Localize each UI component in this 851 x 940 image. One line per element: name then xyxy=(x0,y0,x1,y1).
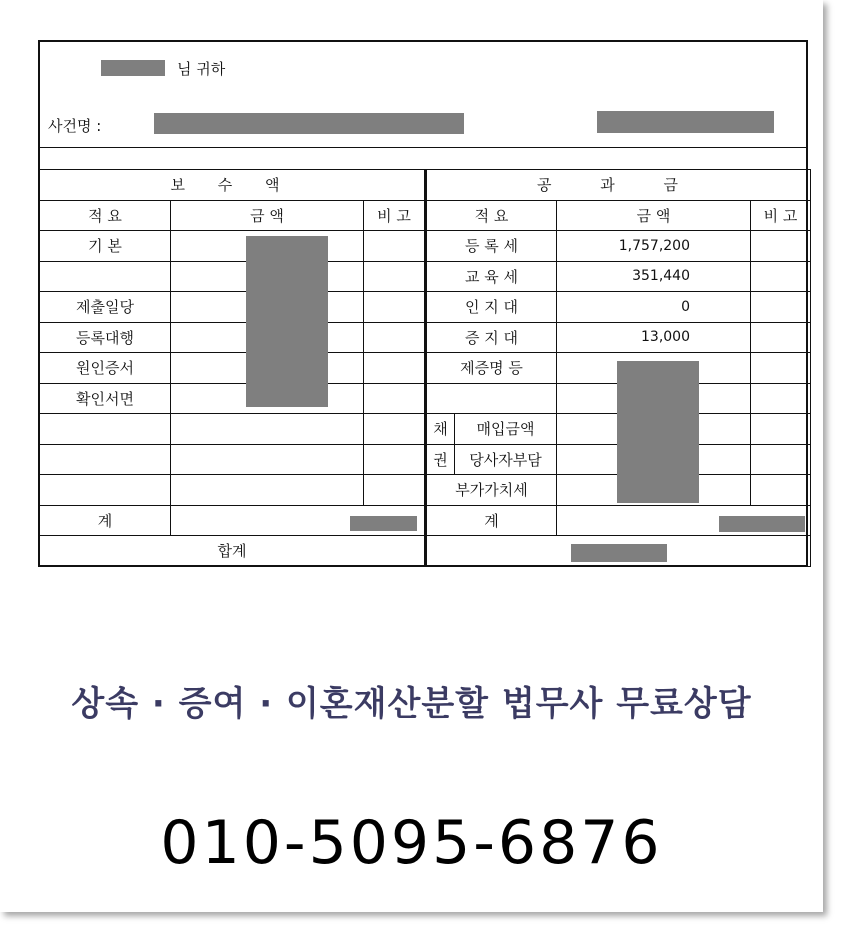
fee-note xyxy=(364,444,425,475)
fee-item: 확인서면 xyxy=(40,383,171,414)
fee-total-label: 계 xyxy=(40,505,171,536)
table-divider xyxy=(424,169,426,565)
phone-number: 010-5095-6876 xyxy=(160,808,663,878)
expense-item: 증 지 대 xyxy=(427,322,557,353)
expense-note xyxy=(751,414,811,445)
grand-total-label: 합계 xyxy=(40,536,425,567)
fee-amount xyxy=(171,475,364,506)
fee-section-title: 보 수 액 xyxy=(40,170,425,201)
fee-note xyxy=(364,414,425,445)
expense-amount: 351,440 xyxy=(557,261,751,292)
fee-col-amount: 금 액 xyxy=(171,200,364,231)
redacted-fee-total xyxy=(350,516,417,531)
fee-col-note: 비 고 xyxy=(364,200,425,231)
fee-col-item: 적 요 xyxy=(40,200,171,231)
redacted-expense-amounts xyxy=(617,361,699,503)
expense-amount: 13,000 xyxy=(557,322,751,353)
fee-item xyxy=(40,261,171,292)
fee-item: 제출일당 xyxy=(40,292,171,323)
expense-note xyxy=(751,231,811,262)
bond-char: 채 xyxy=(427,414,455,445)
fee-note xyxy=(364,383,425,414)
expense-amount: 0 xyxy=(557,292,751,323)
fee-note xyxy=(364,261,425,292)
expense-item: 교 육 세 xyxy=(427,261,557,292)
consultation-headline: 상속 · 증여 · 이혼재산분할 법무사 무료상담 xyxy=(71,684,752,724)
fee-amount xyxy=(171,414,364,445)
fee-item xyxy=(40,444,171,475)
redacted-case-name xyxy=(154,113,464,134)
redacted-fee-amounts xyxy=(246,236,328,407)
expense-note xyxy=(751,322,811,353)
redacted-expense-total xyxy=(719,516,805,532)
redacted-case-number xyxy=(597,111,774,133)
redacted-grand-total xyxy=(571,544,667,562)
fee-note xyxy=(364,322,425,353)
fee-table xyxy=(39,169,425,567)
bond-item: 당사자부담 xyxy=(455,444,557,475)
expense-col-item: 적 요 xyxy=(427,200,557,231)
expense-note xyxy=(751,292,811,323)
fee-note xyxy=(364,231,425,262)
fee-statement-form xyxy=(38,40,808,567)
fee-item xyxy=(40,414,171,445)
fee-note xyxy=(364,353,425,384)
fee-item: 원인증서 xyxy=(40,353,171,384)
expense-col-note: 비 고 xyxy=(751,200,811,231)
fee-amount xyxy=(171,444,364,475)
expense-col-amount: 금 액 xyxy=(557,200,751,231)
fee-note xyxy=(364,292,425,323)
expense-amount: 1,757,200 xyxy=(557,231,751,262)
expense-note xyxy=(751,353,811,384)
expense-item: 등 록 세 xyxy=(427,231,557,262)
case-label: 사건명 : xyxy=(48,117,102,135)
expense-note xyxy=(751,383,811,414)
expense-note xyxy=(751,444,811,475)
vat-label: 부가가치세 xyxy=(427,475,557,506)
expense-item xyxy=(427,383,557,414)
expense-section-title: 공 과 금 xyxy=(427,170,811,201)
expense-item: 인 지 대 xyxy=(427,292,557,323)
fee-item: 등록대행 xyxy=(40,322,171,353)
header-divider xyxy=(40,147,806,148)
expense-note xyxy=(751,261,811,292)
form-header xyxy=(40,42,806,148)
fee-item: 기 본 xyxy=(40,231,171,262)
redacted-name xyxy=(101,60,165,76)
bond-char: 권 xyxy=(427,444,455,475)
fee-item xyxy=(40,475,171,506)
expense-item: 제증명 등 xyxy=(427,353,557,384)
bond-item: 매입금액 xyxy=(455,414,557,445)
expense-note xyxy=(751,475,811,506)
addressee-suffix: 님 귀하 xyxy=(177,60,226,78)
fee-note xyxy=(364,475,425,506)
expense-total-label: 계 xyxy=(427,505,557,536)
